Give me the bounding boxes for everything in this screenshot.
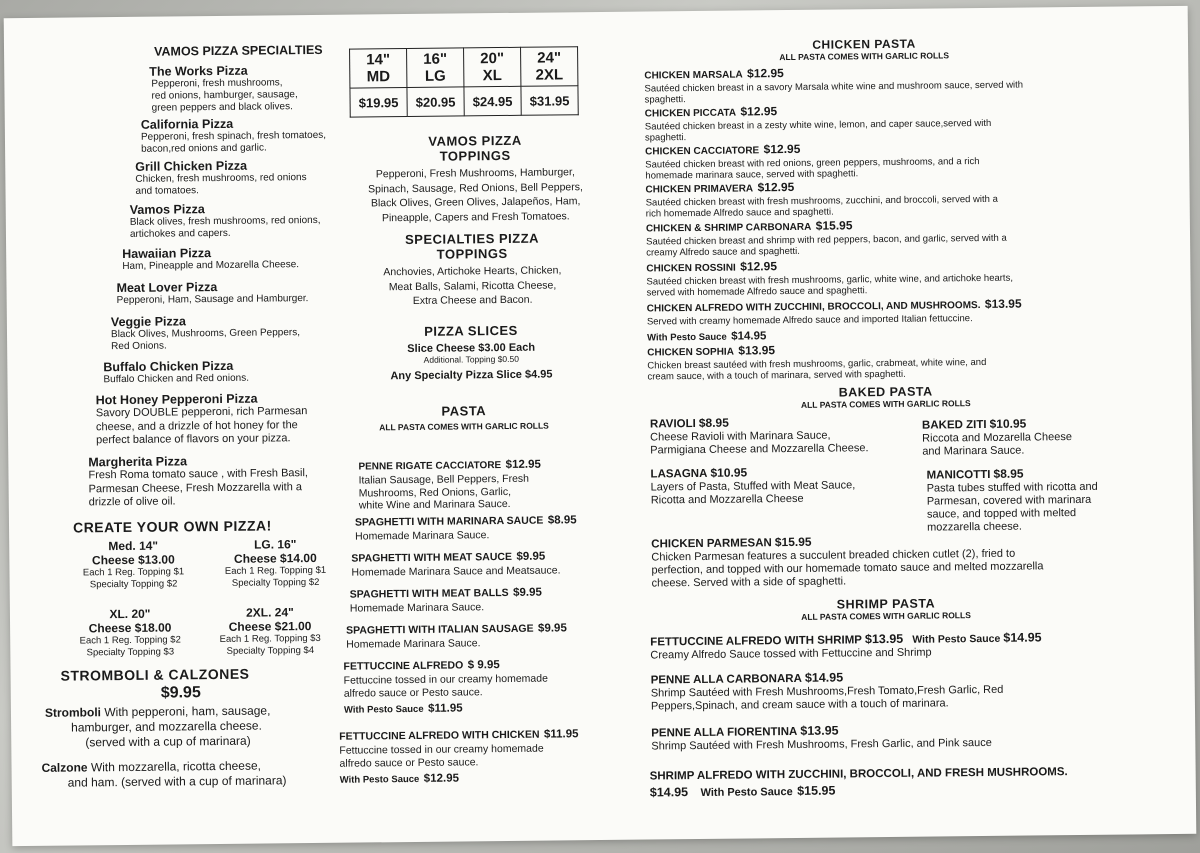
specialty-desc: Pepperoni, fresh spinach, fresh tomatoes,	[140, 129, 327, 143]
chicken-desc: spaghetti.	[644, 132, 687, 144]
pasta-sub: ALL PASTA COMES WITH GARLIC ROLLS	[379, 420, 549, 433]
size-price: $24.95	[464, 86, 521, 116]
stromboli-header: STROMBOLI & CALZONES	[60, 665, 250, 684]
create-note: Each 1 Reg. Topping $2	[79, 634, 181, 647]
chicken-desc: Chicken breast sautéed with fresh mushrooms, garlic, crabmeat, white wine, and	[647, 356, 987, 372]
chicken-name: CHICKEN ROSSINI	[646, 262, 736, 275]
pasta-price: $11.95	[543, 728, 579, 741]
pasta-desc: white Wine and Marinara Sauce.	[358, 497, 511, 512]
create-option	[60, 606, 201, 659]
chicken-desc: Sautéed chicken breast with fresh mushrooms, garlic, white wine, and artichoke hearts,	[646, 272, 1014, 288]
baked-ziti	[922, 416, 1142, 458]
baked-price: $15.95	[774, 534, 812, 550]
shrimp-name: FETTUCCINE ALFREDO WITH SHRIMP	[650, 634, 862, 649]
chicken-desc: spaghetti.	[644, 94, 686, 106]
shrimp-desc: Peppers,Spinach, and cream sauce with a touch of marinara.	[650, 697, 949, 713]
baked-desc: cheese. Served with a side of spaghetti.	[651, 575, 847, 590]
spec-toppings-line: Extra Cheese and Bacon.	[412, 293, 533, 307]
baked-ravioli	[650, 415, 920, 458]
chicken-name: CHICKEN ALFREDO WITH ZUCCHINI, BROCCOLI, AND MUSHROOMS.	[646, 300, 981, 315]
slices-header: PIZZA SLICES	[424, 322, 518, 339]
chicken-price: $12.95	[747, 66, 784, 81]
pasta-name: FETTUCCINE ALFREDO	[343, 659, 464, 673]
specialty-desc: Black Olives, Mushrooms, Green Peppers,	[110, 327, 301, 341]
pasta-name: SPAGHETTI WITH MEAT SAUCE	[351, 550, 513, 565]
calzone-desc: With mozzarella, ricotta cheese,	[87, 758, 262, 775]
pasta-price: $9.95	[516, 550, 546, 563]
pasta-desc: Mushrooms, Red Onions, Garlic,	[358, 485, 512, 500]
baked-section	[766, 384, 1006, 411]
baked-desc: Chicken Parmesan features a succulent breaded chicken cutlet (2), fried to	[651, 547, 1016, 564]
pasta-item	[351, 546, 621, 579]
specialty-desc: Red Onions.	[111, 340, 167, 353]
specialty-item	[96, 391, 308, 448]
baked-desc: Ricotta and Mozzarella Cheese	[650, 492, 804, 507]
create-note: Specialty Topping $2	[231, 576, 320, 589]
chicken-name: CHICKEN MARSALA	[644, 69, 743, 82]
baked-desc: Parmigiana Cheese and Mozzarella Cheese.	[650, 442, 869, 457]
pasta-item	[339, 724, 620, 788]
chicken-desc: Sautéed chicken breast with red onions, green peppers, mushrooms, and a rich	[645, 156, 980, 171]
chicken-desc: Sautéed chicken breast in a zesty white wine, lemon, and caper sauce,served with	[644, 117, 992, 133]
specialty-item	[88, 453, 308, 510]
specialty-name: Grill Chicken Pizza	[135, 158, 248, 174]
chicken-name: CHICKEN SOPHIA	[647, 346, 734, 359]
size-price-table	[349, 46, 579, 117]
specialty-desc: bacon,red onions and garlic.	[141, 142, 267, 155]
specialty-desc: Parmesan Cheese, Fresh Mozzarella with a	[88, 480, 303, 495]
stromboli-desc: hamburger, and mozzarella cheese.	[71, 718, 262, 735]
pesto-label: With Pesto Sauce	[343, 703, 424, 716]
specialty-desc: Pepperoni, fresh mushrooms,	[151, 77, 283, 90]
chicken-sub: ALL PASTA COMES WITH GARLIC ROLLS	[779, 50, 950, 63]
chicken-name: CHICKEN CACCIATORE	[645, 145, 760, 158]
specialty-desc: drizzle of olive oil.	[88, 495, 176, 509]
create-price: Cheese $18.00	[88, 620, 172, 636]
pasta-item	[350, 582, 620, 615]
baked-desc: sauce, and topped with melted	[926, 507, 1077, 521]
pesto-price: $14.95	[731, 330, 767, 343]
spec-toppings-header: SPECIALTIES PIZZA	[404, 230, 540, 248]
create-option	[200, 605, 341, 658]
specialty-name: Buffalo Chicken Pizza	[103, 358, 234, 375]
baked-desc: Riccota and Mozarella Cheese	[922, 431, 1073, 445]
size-cell: 24" 2XL	[521, 47, 578, 87]
baked-price: $10.95	[989, 416, 1027, 431]
create-price: Cheese $13.00	[91, 552, 175, 568]
create-size: XL. 20"	[109, 606, 151, 622]
pasta-desc: alfredo sauce or Pesto sauce.	[339, 755, 479, 770]
baked-desc: Cheese Ravioli with Marinara Sauce,	[650, 429, 831, 444]
specialty-item	[130, 201, 321, 241]
chicken-desc: cream sauce, with a touch of marinara, served with spaghetti.	[647, 368, 906, 383]
specialty-item	[103, 359, 249, 387]
chicken-desc: rich homemade Alfredo sauce and spaghetti.	[645, 206, 834, 220]
pasta-name: SPAGHETTI WITH MEAT BALLS	[349, 586, 509, 601]
size-price: $19.95	[350, 88, 407, 118]
create-note: Specialty Topping $3	[86, 646, 175, 659]
specialty-item	[111, 313, 300, 353]
specialty-name: Hawaiian Pizza	[122, 246, 212, 261]
create-note: Each 1 Reg. Topping $1	[224, 564, 327, 577]
pasta-desc: Homemade Marinara Sauce.	[349, 601, 485, 615]
pasta-desc: Homemade Marinara Sauce.	[355, 529, 490, 543]
stromboli-desc: (served with a cup of marinara)	[85, 733, 251, 750]
baked-desc: perfection, and topped with our homemade tomato sauce and melted mozzarella	[651, 560, 1044, 577]
pesto-label: With Pesto Sauce	[647, 331, 727, 344]
chicken-section	[744, 36, 984, 63]
chicken-desc: homemade marinara sauce, served with spaghetti.	[645, 168, 859, 182]
baked-name: RAVIOLI	[649, 417, 696, 431]
chicken-price: $12.95	[740, 104, 778, 119]
specialty-desc: and tomatoes.	[135, 185, 199, 197]
pasta-desc: Italian Sausage, Bell Peppers, Fresh	[358, 472, 530, 487]
calzone-name: Calzone	[41, 760, 88, 775]
shrimp-name: SHRIMP ALFREDO WITH ZUCCHINI, BROCCOLI, AND FRESH MUSHROOMS.	[649, 766, 1068, 783]
specialty-name: Margherita Pizza	[88, 454, 188, 470]
create-note: Each 1 Reg. Topping $3	[219, 632, 321, 645]
pasta-item	[358, 454, 619, 512]
pasta-name: PENNE RIGATE CACCIATORE	[358, 460, 502, 473]
shrimp-price: $13.95	[864, 631, 904, 647]
slices-additional: Additional. Topping $0.50	[423, 353, 520, 365]
pasta-desc: Homemade Marinara Sauce and Meatsauce.	[351, 564, 561, 579]
spec-toppings-line: Meat Balls, Salami, Ricotta Cheese,	[388, 278, 557, 293]
calzone-item	[41, 758, 341, 791]
create-price: Cheese $14.00	[233, 550, 317, 566]
specialty-desc: cheese, and a drizzle of hot honey for the	[95, 418, 298, 433]
size-price: $20.95	[407, 87, 464, 117]
baked-lasagna	[650, 465, 920, 508]
specialty-name: Veggie Pizza	[110, 314, 186, 330]
chicken-desc: creamy Alfredo sauce and spaghetti.	[646, 245, 800, 259]
shrimp-price: $13.95	[800, 723, 839, 738]
slices-cheese: Slice Cheese $3.00 Each	[407, 341, 536, 356]
toppings-line: Pineapple, Capers and Fresh Tomatoes.	[381, 209, 570, 224]
specialty-name: The Works Pizza	[149, 63, 248, 79]
specialty-name: Meat Lover Pizza	[116, 280, 218, 296]
shrimp-price: $14.95	[804, 670, 844, 685]
baked-desc: Layers of Pasta, Stuffed with Meat Sauce,	[650, 479, 856, 494]
shrimp-desc: Shrimp Sautéed with Fresh Mushrooms,Fresh Tomato,Fresh Garlic, Red	[650, 683, 1004, 700]
size-cell: 20" XL	[464, 47, 521, 87]
chicken-desc: served with homemade Alfredo sauce and spaghetti.	[646, 285, 868, 299]
create-note: Specialty Topping $4	[226, 645, 315, 657]
baked-desc: Parmesan, covered with marinara	[926, 493, 1092, 508]
shrimp-desc: Creamy Alfredo Sauce tossed with Fettuccine and Shrimp	[650, 646, 932, 662]
pasta-price: $8.95	[547, 514, 577, 527]
chicken-desc: Sautéed chicken breast in a savory Marsala white wine and mushroom sauce, served with	[644, 79, 1024, 95]
chicken-price: $12.95	[740, 259, 778, 274]
stromboli-desc: With pepperoni, ham, sausage,	[100, 703, 271, 720]
shrimp-item	[650, 630, 1170, 662]
specialty-item	[149, 63, 298, 115]
baked-parmesan	[651, 532, 1152, 590]
chicken-desc: Served with creamy homemade Alfredo sauce and imported Italian fettuccine.	[646, 313, 973, 328]
specialty-desc: Fresh Roma tomato sauce , with Fresh Basil,	[88, 467, 309, 482]
pesto-label: With Pesto Sauce	[912, 632, 1001, 646]
pasta-name: SPAGHETTI WITH MARINARA SAUCE	[354, 514, 544, 529]
slices-section	[361, 322, 582, 382]
chicken-price: $12.95	[763, 141, 801, 157]
specialty-desc: Buffalo Chicken and Red onions.	[103, 372, 250, 386]
pasta-name: SPAGHETTI WITH ITALIAN SAUSAGE	[346, 622, 534, 637]
chicken-desc: Sautéed chicken breast and shrimp with red peppers, bacon, and garlic, served with a	[646, 232, 1007, 248]
menu-sheet	[4, 6, 1197, 846]
pasta-item	[355, 510, 625, 543]
specialties-header: VAMOS PIZZA SPECIALTIES	[153, 42, 323, 59]
size-price: $31.95	[521, 86, 578, 116]
stromboli-name: Stromboli	[44, 705, 102, 720]
chicken-item	[645, 174, 1125, 219]
pasta-desc: Homemade Marinara Sauce.	[346, 637, 481, 651]
chicken-name: CHICKEN & SHRIMP CARBONARA	[645, 221, 812, 235]
specialty-item	[141, 116, 326, 156]
shrimp-item	[651, 721, 1171, 753]
chicken-item	[646, 213, 1126, 258]
baked-header: BAKED PASTA	[838, 384, 933, 400]
specialty-item	[116, 279, 308, 307]
pasta-name: FETTUCCINE ALFREDO WITH CHICKEN	[339, 728, 540, 743]
baked-price: $8.95	[698, 415, 729, 430]
toppings-header: TOPPINGS	[439, 147, 511, 164]
toppings-section	[365, 132, 586, 225]
pasta-desc: alfredo sauce or Pesto sauce.	[343, 685, 483, 700]
specialty-desc: artichokes and capers.	[129, 227, 231, 240]
pesto-label: With Pesto Sauce	[700, 786, 793, 799]
baked-desc: and Marinara Sauce.	[922, 444, 1025, 458]
baked-name: CHICKEN PARMESAN	[651, 537, 772, 551]
chicken-price: $12.95	[757, 179, 795, 195]
shrimp-header: SHRIMP PASTA	[836, 596, 936, 612]
specialty-desc: Black olives, fresh mushrooms, red onions,	[129, 214, 321, 228]
baked-desc: Pasta tubes stuffed with ricotta and	[926, 480, 1098, 495]
specialty-desc: perfect balance of flavors on your pizza.	[96, 432, 291, 447]
spec-toppings-header: TOPPINGS	[436, 245, 508, 262]
create-header: CREATE YOUR OWN PIZZA!	[72, 517, 272, 536]
size-cell: 16" LG	[407, 48, 464, 88]
chicken-desc: Sautéed chicken breast with fresh mushrooms, zucchini, and broccoli, served with a	[645, 193, 998, 209]
chicken-price: $15.95	[815, 218, 853, 233]
create-option	[205, 537, 346, 590]
shrimp-price: $14.95	[649, 785, 689, 800]
toppings-line: Black Olives, Green Olives, Jalapeños, Ham,	[370, 195, 581, 210]
spec-toppings-section	[362, 230, 583, 309]
pasta-desc: Fettuccine tossed in our creamy homemade	[339, 742, 544, 757]
specialty-desc: green peppers and black olives.	[151, 101, 293, 114]
shrimp-item	[650, 764, 1190, 802]
specialty-desc: red onions, hamburger, sausage,	[151, 89, 298, 102]
baked-desc: mozzarella cheese.	[927, 520, 1022, 534]
pesto-label: With Pesto Sauce	[339, 773, 420, 786]
pasta-price: $9.95	[537, 622, 567, 635]
shrimp-section	[766, 596, 1006, 623]
toppings-line: Spinach, Sausage, Red Onions, Bell Peppers,	[368, 180, 583, 195]
pesto-price: $12.95	[423, 772, 460, 785]
shrimp-item	[651, 668, 1171, 713]
specialty-name: California Pizza	[140, 116, 234, 132]
baked-manicotti	[926, 466, 1147, 534]
calzone-desc: and ham. (served with a cup of marinara)	[67, 773, 287, 790]
baked-name: LASAGNA	[650, 467, 708, 481]
chicken-price: $13.95	[984, 296, 1022, 311]
create-size: 2XL. 24"	[246, 605, 294, 620]
pasta-item	[346, 618, 621, 651]
toppings-line: Pepperoni, Fresh Mushrooms, Hamburger,	[375, 166, 575, 181]
create-price: Cheese $21.00	[228, 619, 312, 634]
specialty-item	[122, 245, 299, 273]
pasta-price: $9.95	[512, 586, 542, 599]
slices-specialty: Any Specialty Pizza Slice $4.95	[390, 368, 553, 383]
baked-name: MANICOTTI	[926, 468, 991, 482]
specialty-name: Vamos Pizza	[129, 202, 205, 217]
shrimp-name: PENNE ALLA CARBONARA	[650, 672, 802, 687]
create-size: LG. 16"	[253, 537, 297, 552]
baked-price: $8.95	[993, 466, 1024, 481]
specialty-desc: Savory DOUBLE pepperoni, rich Parmesan	[95, 405, 308, 420]
pasta-desc: Fettuccine tossed in our creamy homemade	[343, 672, 548, 687]
chicken-header: CHICKEN PASTA	[812, 36, 916, 52]
pesto-price: $15.95	[797, 783, 836, 798]
chicken-name: CHICKEN PICCATA	[644, 107, 737, 120]
specialty-desc: Pepperoni, Ham, Sausage and Hamburger.	[116, 293, 309, 307]
pesto-price: $14.95	[1003, 630, 1042, 645]
pasta-section	[354, 402, 574, 432]
pasta-price: $ 9.95	[467, 659, 500, 672]
shrimp-sub: ALL PASTA COMES WITH GARLIC ROLLS	[801, 610, 971, 622]
shrimp-desc: Shrimp Sautéed with Fresh Mushrooms, Fresh Garlic, and Pink sauce	[651, 736, 992, 753]
create-note: Each 1 Reg. Topping $1	[82, 566, 185, 579]
baked-sub: ALL PASTA COMES WITH GARLIC ROLLS	[800, 398, 971, 410]
toppings-header: VAMOS PIZZA	[428, 132, 522, 149]
pasta-price: $12.95	[505, 458, 541, 471]
pesto-price: $11.95	[427, 702, 463, 715]
create-size: Med. 14"	[108, 538, 159, 554]
shrimp-name: PENNE ALLA FIORENTINA	[651, 725, 798, 740]
spec-toppings-line: Anchovies, Artichoke Hearts, Chicken,	[383, 264, 562, 279]
baked-price: $10.95	[710, 465, 748, 480]
baked-name: BAKED ZITI	[921, 418, 987, 432]
size-cell: 14" MD	[350, 49, 407, 89]
chicken-price: $13.95	[738, 343, 776, 358]
pasta-header: PASTA	[441, 403, 487, 419]
pasta-item	[343, 654, 619, 718]
specialty-desc: Ham, Pineapple and Mozarella Cheese.	[122, 259, 300, 272]
specialty-desc: Chicken, fresh mushrooms, red onions	[135, 172, 307, 185]
stromboli-price: $9.95	[160, 684, 201, 702]
create-note: Specialty Topping $2	[89, 578, 178, 591]
stromboli-item	[45, 703, 335, 751]
chicken-item	[647, 337, 1127, 382]
chicken-name: CHICKEN PRIMAVERA	[645, 183, 754, 196]
chicken-item	[646, 253, 1126, 298]
specialty-item	[135, 158, 307, 198]
specialty-name: Hot Honey Pepperoni Pizza	[95, 391, 258, 408]
create-option	[63, 538, 204, 591]
